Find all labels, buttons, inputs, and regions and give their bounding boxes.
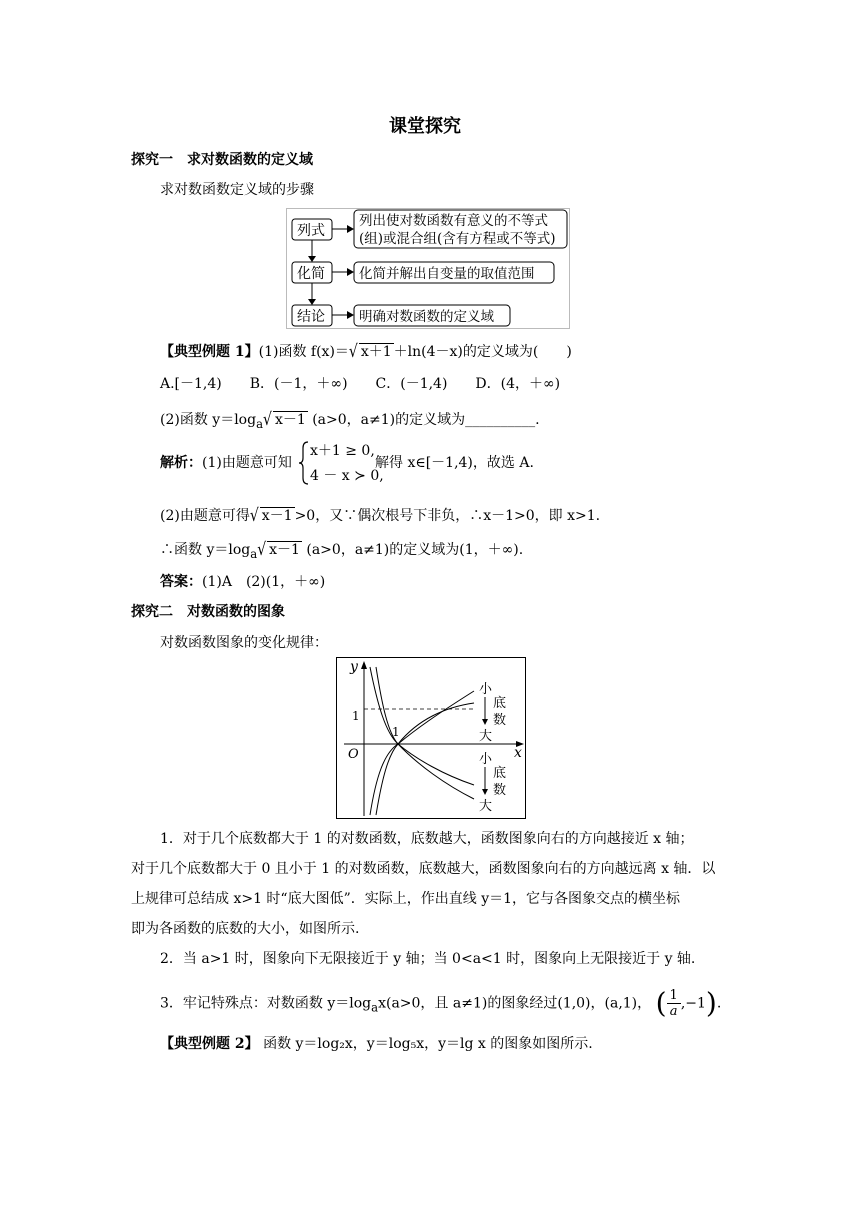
x-one-label: 1	[392, 725, 400, 739]
example1-question2: (2)函数 $y=\log_a√$ x－1 (a>0，a≠1)的定义域为__________.	[160, 410, 540, 431]
flow-desc-3: 明确对数函数的定义域	[359, 309, 494, 325]
bottom-small-label: 小	[479, 752, 493, 767]
example1-q1-post: ＋ln(4－x)的定义域为( )	[393, 344, 572, 360]
section2-intro: 对数函数图象的变化规律：	[160, 635, 328, 651]
system-line-2: 4 － x ≻ 0,	[310, 468, 384, 484]
flow-step-label-2: 化简	[297, 266, 325, 282]
y-axis-label: y	[350, 659, 358, 675]
page-title: 课堂探究	[389, 116, 461, 137]
system-line-1: x＋1 ≥ 0,	[310, 443, 375, 459]
bottom-big-label: 大	[479, 799, 493, 814]
flow-step-label-1: 列式	[297, 223, 325, 239]
bottom-base-label: 底	[493, 766, 507, 781]
para3-mid: x(a>0，且 a≠1)的图象经过(1,0)，(a,1)，	[378, 995, 652, 1012]
para1-line-1: 1．对于几个底数都大于 1 的对数函数，底数越大，函数图象向右的方向越接近 x 轴；	[160, 831, 694, 847]
top-num-label: 数	[493, 713, 507, 728]
example2-text: 函数 y＝log₂x，y＝log₅x，y＝lg x 的图象如图所示.	[258, 1036, 593, 1052]
example1-solution2: (2)由题意可得√ x－1 >0，又∵偶次根号下非负，∴x－1>0，即 x>1.	[160, 506, 601, 526]
example2	[160, 1035, 593, 1053]
top-base-label: 底	[493, 696, 507, 711]
flowchart	[286, 208, 571, 330]
para3-fraction	[667, 988, 681, 1019]
example1-q2-pre: (2)函数 y＝log	[160, 412, 257, 428]
example1-options: A.[－1,4) B．(－1，＋∞) C．(－1,4) D．(4，＋∞)	[160, 376, 561, 392]
flow-desc-2: 化简并解出自变量的取值范围	[359, 266, 535, 282]
x-axis-label: x	[514, 745, 522, 761]
example1-q1-pre: (1)函数 f(x)＝	[258, 344, 349, 360]
top-big-label: 大	[479, 729, 493, 744]
solution2-pre: (2)由题意可得	[160, 508, 250, 524]
para3: 3．牢记特殊点：对数函数 $y=\log_ax(a>0$，且 a≠1)的图象经过(1,0)，(a,1)， ( $\frac{1}{a}$ ,−1).	[160, 986, 722, 1020]
bottom-num-label: 数	[493, 783, 507, 798]
para3-sub: a	[371, 1000, 379, 1015]
solution1-pre-text: (1)由题意可知	[202, 455, 292, 471]
example1-solution1-pre	[160, 454, 292, 472]
example2-tag: 【典型例题 2】	[160, 1036, 259, 1052]
system-brace	[298, 440, 310, 486]
example1-q2-sub: a	[256, 416, 264, 431]
example1-q2-radicand: x－1	[274, 412, 306, 428]
para3-tail: ,−1	[680, 995, 706, 1012]
solution-tag: 解析：	[160, 455, 202, 471]
solution2-post: >0，又∵偶次根号下非负，∴x－1>0，即 x>1.	[294, 508, 601, 524]
solution2-radicand: x－1	[261, 508, 293, 524]
log-graph	[336, 657, 526, 819]
para3-frac-den: a	[669, 1004, 678, 1019]
section1-intro: 求对数函数定义域的步骤	[160, 182, 314, 198]
example1-solution3: ∴函数 $y=\log_a√$ x－1 (a>0，a≠1)的定义域为(1，＋∞).	[160, 540, 524, 561]
para2: 2．当 a>1 时，图象向下无限接近于 y 轴；当 0<a<1 时，图象向上无限接近于 y 轴.	[160, 951, 696, 967]
section1-heading: 探究一 求对数函数的定义域	[131, 152, 313, 168]
section2-heading: 探究二 对数函数的图象	[131, 604, 285, 620]
y-one-label: 1	[352, 709, 360, 723]
solution3-pre: ∴函数 y＝log	[160, 542, 251, 558]
para1-line-4: 即为各函数的底数的大小，如图所示.	[131, 921, 360, 937]
origin-label: O	[348, 747, 359, 762]
example1-question1: 【典型例题 1】(1)函数 f(x)＝√ x＋1 ＋ln(4－x)的定义域为( )	[160, 342, 572, 362]
example1-tag: 【典型例题 1】	[160, 344, 259, 360]
answer-tag: 答案：	[160, 574, 202, 590]
example1-q2-post: (a>0，a≠1)的定义域为__________.	[307, 412, 540, 428]
top-small-label: 小	[479, 682, 493, 697]
para3-frac-num: 1	[667, 988, 681, 1004]
example1-solution1-post: 解得 x∈[－1,4)，故选 A.	[375, 455, 534, 471]
flow-desc-1-line-1: 列出使对数函数有意义的不等式	[359, 213, 548, 229]
example1-q1-radicand: x＋1	[360, 344, 392, 360]
flow-desc-1-line-2: (组)或混合组(含有方程或不等式)	[359, 231, 556, 247]
flow-step-label-3: 结论	[297, 309, 325, 325]
solution3-sub: a	[250, 546, 258, 561]
para1-line-2: 对于几个底数都大于 0 且小于 1 的对数函数，底数越大，函数图象向右的方向越远离 x 轴．以	[131, 861, 716, 877]
solution3-post: (a>0，a≠1)的定义域为(1，＋∞).	[301, 542, 524, 558]
para3-pre: 3．牢记特殊点：对数函数 y＝log	[160, 995, 372, 1012]
solution3-radicand: x－1	[269, 542, 300, 558]
answer-text: (1)A (2)(1，＋∞)	[202, 574, 326, 590]
example1-answer	[160, 573, 325, 591]
para1-line-3: 上规律可总结成 x>1 时“底大图低”．实际上，作出直线 y＝1，它与各图象交点的横坐标	[131, 891, 681, 907]
